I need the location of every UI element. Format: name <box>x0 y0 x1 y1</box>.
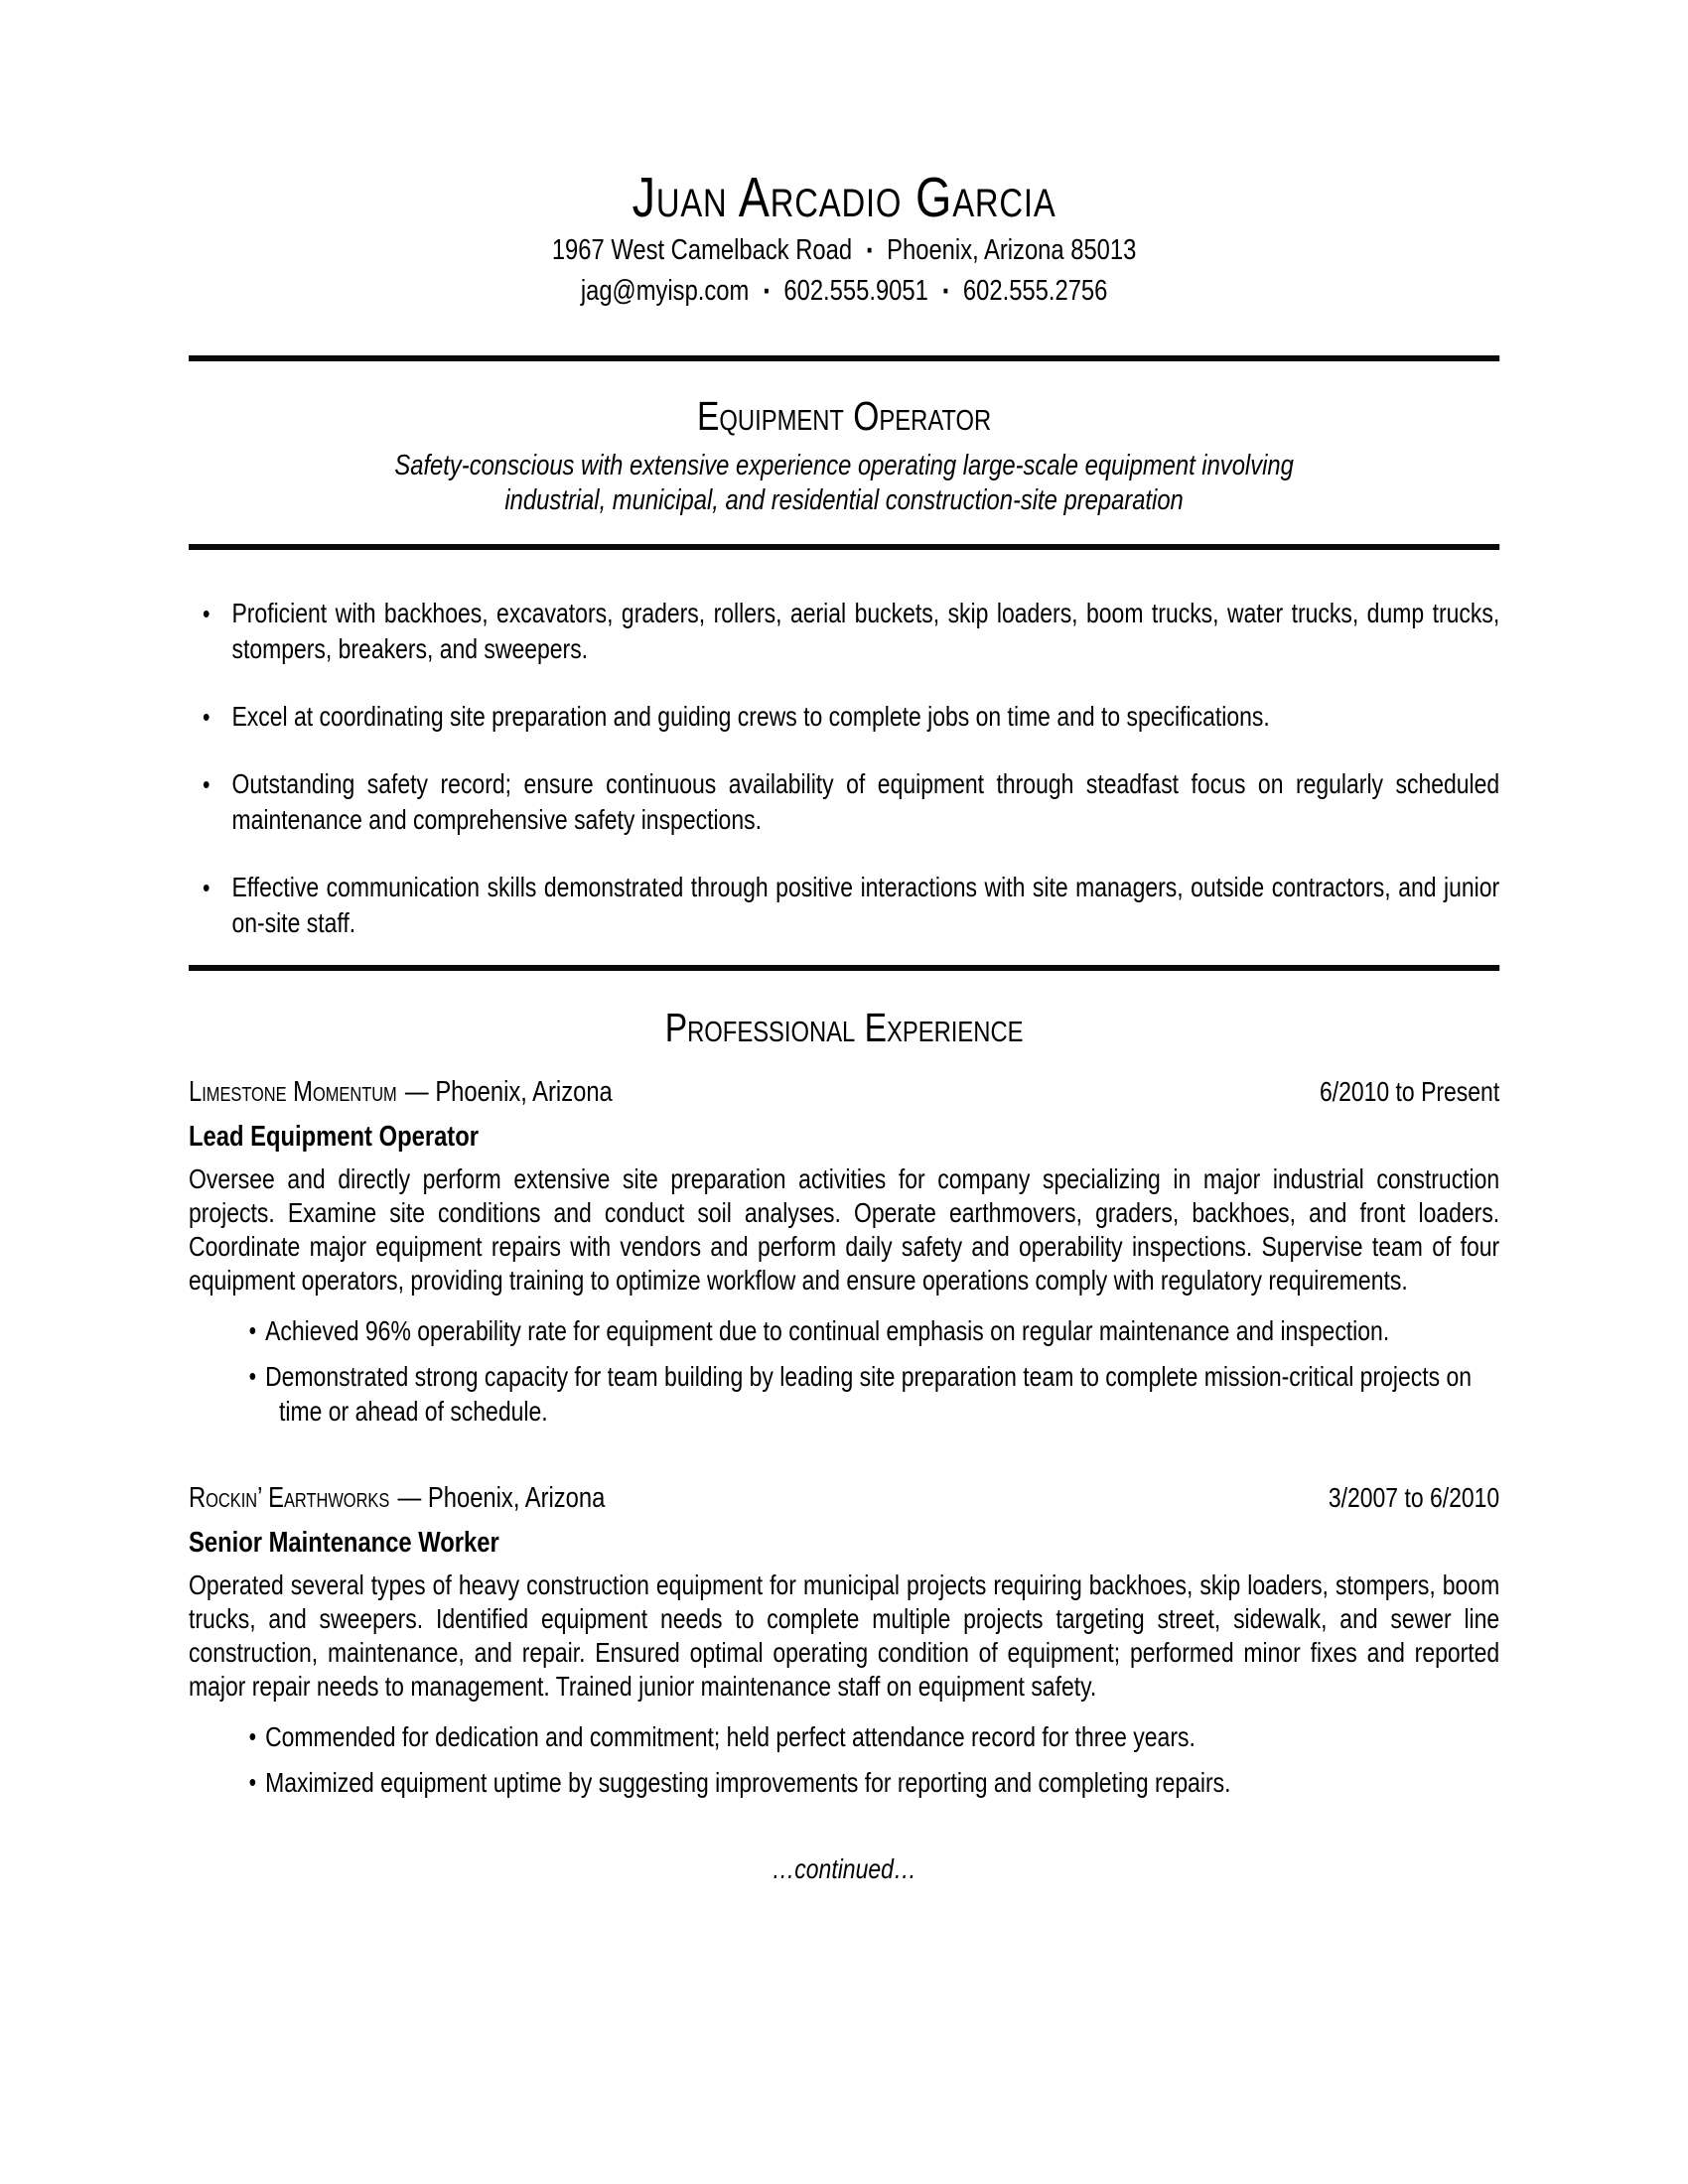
company-line <box>189 1075 613 1110</box>
job-entry <box>189 1480 1499 1800</box>
summary-bullet <box>189 766 1499 838</box>
employment-dates: 6/2010 to Present <box>1319 1076 1500 1107</box>
achievement-bullet <box>249 1313 1500 1348</box>
bullet-icon: • <box>248 1361 257 1391</box>
company-location: — Phoenix, Arizona <box>397 1482 606 1514</box>
job-title: Senior Maintenance Worker <box>189 1527 499 1559</box>
achievement-list <box>189 1719 1499 1800</box>
job-description: Oversee and directly perform extensive site preparation activities for company specializing in major industrial construction projects. Examine site conditions and conduct soil analyses. Operate earthmovers, graders, backhoes, and front loaders. Coordinate major equipment repairs with vendors and perform daily safety and operability inspections. Supervise team of four equipment operators, providing training to optimize workflow and ensure operations comply with regulatory requirements. <box>189 1163 1500 1296</box>
achievement-bullet <box>249 1719 1500 1754</box>
section-divider <box>189 544 1499 550</box>
summary-bullet-text: Excel at coordinating site preparation and guiding crews to complete jobs on time and to specifications. <box>231 701 1270 732</box>
job-header <box>189 1074 1499 1110</box>
summary-bullet-text: Proficient with backhoes, excavators, graders, rollers, aerial buckets, skip loaders, boom trucks, water trucks, dump trucks, stompers, breakers, and sweepers. <box>231 598 1500 664</box>
achievement-text: Maximized equipment uptime by suggesting improvements for reporting and completing repairs. <box>265 1767 1231 1798</box>
contact-line-phone <box>189 273 1499 310</box>
job-description: Operated several types of heavy construction equipment for municipal projects requiring backhoes, skip loaders, stompers, boom trucks, and sweepers. Identified equipment needs to complete multiple projects targeting street, sidewalk, and sewer line construction, maintenance, and repair. Ensured optimal operating condition of equipment; performed minor fixes and reported major repair needs to management. Trained junior maintenance staff on equipment safety. <box>189 1570 1500 1702</box>
summary-bullet-text: Effective communication skills demonstrated through positive interactions with site managers, outside contractors, and junior on-site staff. <box>231 872 1500 938</box>
tagline-line: Safety-conscious with extensive experience operating large-scale equipment involving <box>394 450 1294 481</box>
bullet-icon: • <box>202 769 211 799</box>
bullet-icon: • <box>202 599 211 628</box>
achievement-text: Achieved 96% operability rate for equipment due to continual emphasis on regular maintenance and inspection. <box>265 1315 1390 1346</box>
bullet-icon: • <box>202 702 211 732</box>
email-address: jag@myisp.com <box>580 275 750 307</box>
experience-heading: Professional Experience <box>664 1005 1024 1050</box>
phone-secondary: 602.555.2756 <box>962 275 1108 307</box>
resume-headline: Equipment Operator <box>697 393 992 439</box>
employment-dates: 3/2007 to 6/2010 <box>1328 1482 1500 1513</box>
job-title: Lead Equipment Operator <box>189 1121 480 1153</box>
bullet-icon: • <box>248 1767 257 1797</box>
resume-content <box>189 167 1499 1885</box>
tagline-line: industrial, municipal, and residential construction-site preparation <box>504 484 1184 516</box>
section-divider <box>189 965 1499 971</box>
square-separator-icon: ▪ <box>866 240 873 261</box>
achievement-text: Demonstrated strong capacity for team building by leading site preparation team to complete mission-critical projects on time or ahead of schedule. <box>265 1361 1472 1427</box>
company-line <box>189 1481 605 1516</box>
achievement-bullet <box>249 1359 1500 1429</box>
square-separator-icon: ▪ <box>764 281 770 302</box>
continued-note: …continued… <box>772 1853 916 1884</box>
section-divider <box>189 355 1499 361</box>
summary-section <box>189 596 1499 941</box>
resume-header <box>189 167 1499 310</box>
headline-tagline <box>189 449 1499 518</box>
summary-bullet <box>189 699 1499 735</box>
achievement-text: Commended for dedication and commitment; held perfect attendance record for three years. <box>265 1721 1196 1752</box>
bullet-icon: • <box>202 873 211 902</box>
achievement-bullet <box>249 1765 1500 1800</box>
square-separator-icon: ▪ <box>942 281 949 302</box>
achievement-list <box>189 1313 1499 1429</box>
summary-bullet <box>189 870 1499 941</box>
company-name: Rockin’ Earthworks <box>189 1482 390 1514</box>
contact-line-address <box>189 232 1499 269</box>
job-entry <box>189 1074 1499 1429</box>
bullet-icon: • <box>248 1315 257 1345</box>
street-address: 1967 West Camelback Road <box>551 234 853 266</box>
company-name: Limestone Momentum <box>189 1076 397 1108</box>
phone-primary: 602.555.9051 <box>783 275 928 307</box>
bullet-icon: • <box>248 1721 257 1751</box>
summary-bullet <box>189 596 1499 667</box>
company-location: — Phoenix, Arizona <box>404 1076 613 1108</box>
candidate-name: Juan Arcadio Garcia <box>632 166 1056 229</box>
job-header <box>189 1480 1499 1516</box>
summary-bullet-text: Outstanding safety record; ensure continuous availability of equipment through steadfast focus on regularly scheduled maintenance and comprehensive safety inspections. <box>231 768 1500 835</box>
city-state-zip: Phoenix, Arizona 85013 <box>887 234 1137 266</box>
